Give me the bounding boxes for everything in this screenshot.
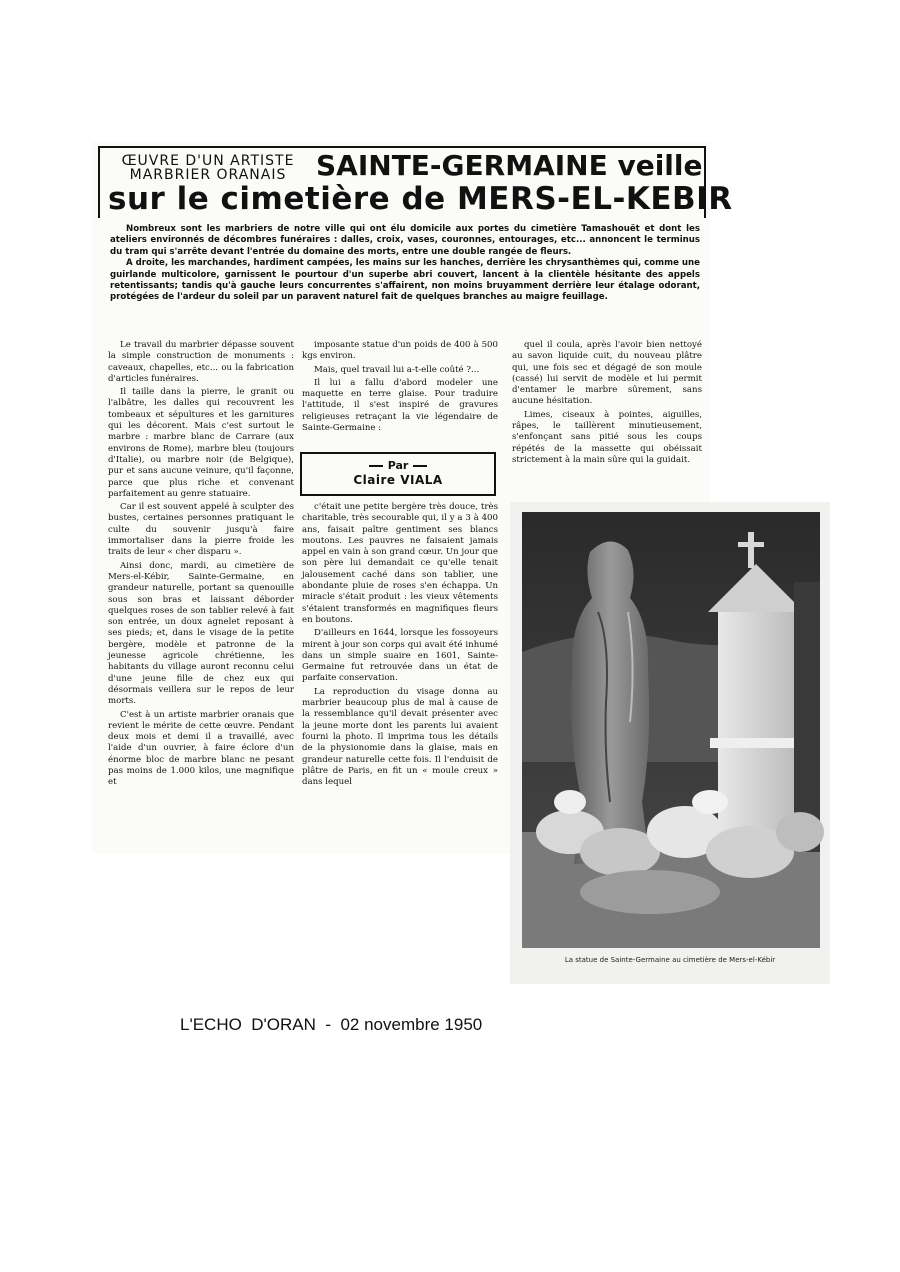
paragraph: Limes, ciseaux à pointes, aiguilles, râpes, le taillèrent minutieusement, s'enfonçant sans pitié sous les coups répétés de la massette qui obéissait strictement à la main sûre qui la guidait. — [512, 409, 702, 465]
paragraph: imposante statue d'un poids de 400 à 500 kgs environ. — [302, 340, 498, 362]
paragraph: C'est à un artiste marbrier oranais que revient le mérite de cette œuvre. Pendant deux mois et demi il a travaillé, avec l'aide d'un ouvrier, à faire éclore d'un énorme bloc de marbre blanc ne pesant pas moins de 1.000 kilos, une magnifique et — [108, 709, 294, 788]
column-2-top — [302, 340, 498, 436]
column-1 — [108, 340, 294, 791]
paragraph: Ainsi donc, mardi, au cimetière de Mers-el-Kébir, Sainte-Germaine, en grandeur naturelle, portant sa quenouille sous son bras et laissant déborder quelques roses de son tablier relevé à fait son entrée, un doux agnelet reposant à ses pieds; et, dans le visage de la petite bergère, modèle et patronne de la jeunesse agricole chrétienne, les habitants du village auront reconnu celui d'une jeune fille de chez eux qui désormais veillera sur le repos de leur morts. — [108, 560, 294, 707]
paragraph: c'était une petite bergère très douce, très charitable, très secourable qui, il y a 3 à 400 ans, faisait paître gentiment ses blancs moutons. Les pauvres ne faisaient jamais appel en vain à son grand cœur. Un jour que son père lui demandait ce qu'elle tenait jalousement caché dans son tablier, une abondante pluie de roses s'en échappa. Un miracle s'était produit : les vieux vêtements s'étaient transformés en magnifiques fleurs en boutons. — [302, 502, 498, 625]
paragraph: La reproduction du visage donna au marbrier beaucoup plus de mal à cause de la ressemblance qu'il devait présenter avec la jeune morte dont les parents lui avaient fourni la photo. Il imprima tous les détails de la physionomie dans la glaise, mais en grandeur naturelle cette fois. Il l'enduisit de plâtre de Paris, en fit un « moule creux » dans lequel — [302, 686, 498, 788]
paragraph: Il taille dans la pierre, le granit ou l'albâtre, les dalles qui recouvrent les tombeaux et sépultures et les garnitures qui les décorent. Mais c'est surtout le marbre : marbre blanc de Carrare (aux environs de Rome), marbre bleu (toujours d'Italie), ou marbre noir (de Belgique), pur et sans aucune veinure, qu'il façonne, parce que plus riche et convenant parfaitement au genre statuaire. — [108, 387, 294, 499]
column-2-bottom — [302, 502, 498, 790]
kicker: ŒUVRE D'UN ARTISTE MARBRIER ORANAIS — [121, 153, 295, 183]
headline-box — [98, 146, 733, 218]
byline-par: Par — [302, 459, 494, 473]
intro-paragraphs — [110, 224, 700, 304]
paragraph: D'ailleurs en 1644, lorsque les fossoyeurs mirent à jour son corps qui avait été inhumé dans un simple suaire en 1601, Sainte-Germaine fut retrouvée dans un état de parfaite conservation. — [302, 628, 498, 684]
statue-photo-image — [510, 502, 830, 984]
paragraph: Il lui a fallu d'abord modeler une maquette en terre glaise. Pour traduire l'attitude, il s'est inspiré de gravures religieuses retraçant la vie légendaire de Sainte-Germaine : — [302, 377, 498, 434]
paragraph: quel il coula, après l'avoir bien nettoyé au savon liquide cuit, du nouveau plâtre qui, une fois sec et dégagé de son moule (cassé) lui servit de modèle et lui permit d'entamer le marbre sûrement, sans aucune hésitation. — [512, 340, 702, 407]
intro-paragraph: Nombreux sont les marbriers de notre ville qui ont élu domicile aux portes du cimetière Tamashouët et dont les ateliers environnés de décombres funéraires : dalles, croix, vases, couronnes, entourages, etc... annoncent le terminus du tram qui s'arrête devant l'entrée du domaine des morts, entre une double rangée de fleurs. — [110, 224, 700, 257]
byline-box — [300, 452, 496, 496]
statue-photo — [510, 502, 830, 984]
byline-author: Claire VIALA — [353, 473, 443, 487]
intro-paragraph: A droite, les marchandes, hardiment campées, les mains sur les hanches, derrière les chrysanthèmes qui, comme une guirlande multicolore, garnissent le pourtour d'un superbe abri couvert, lancent à la clientèle hésitante des appels retentissants; tandis qu'à gauche leurs concurrentes s'affairent, non moins bruyamment derrière leur étalage odorant, protégées de l'ardeur du soleil par un paravent naturel fait de quelques branches au maigre feuillage. — [110, 258, 700, 303]
photo-caption: La statue de Sainte-Germaine au cimetière de Mers-el-Kébir — [564, 956, 776, 964]
source-line: L'ECHO D'ORAN - 02 novembre 1950 — [180, 1015, 483, 1034]
column-3 — [512, 340, 702, 468]
paragraph: Le travail du marbrier dépasse souvent la simple construction de monuments : caveaux, chapelles, etc... ou la fabrication d'articles funéraires. — [108, 340, 294, 384]
headline-line-1: SAINTE-GERMAINE veille — [316, 149, 703, 182]
paragraph: Mais, quel travail lui a-t-elle coûté ?... — [314, 364, 480, 375]
paragraph: Car il est souvent appelé à sculpter des bustes, certaines personnes pratiquant le culte du souvenir jusqu'à faire immortaliser dans la pierre froide les traits de leur « cher disparu ». — [108, 502, 294, 558]
headline-line-2: sur le cimetière de MERS-EL-KEBIR — [108, 181, 733, 217]
